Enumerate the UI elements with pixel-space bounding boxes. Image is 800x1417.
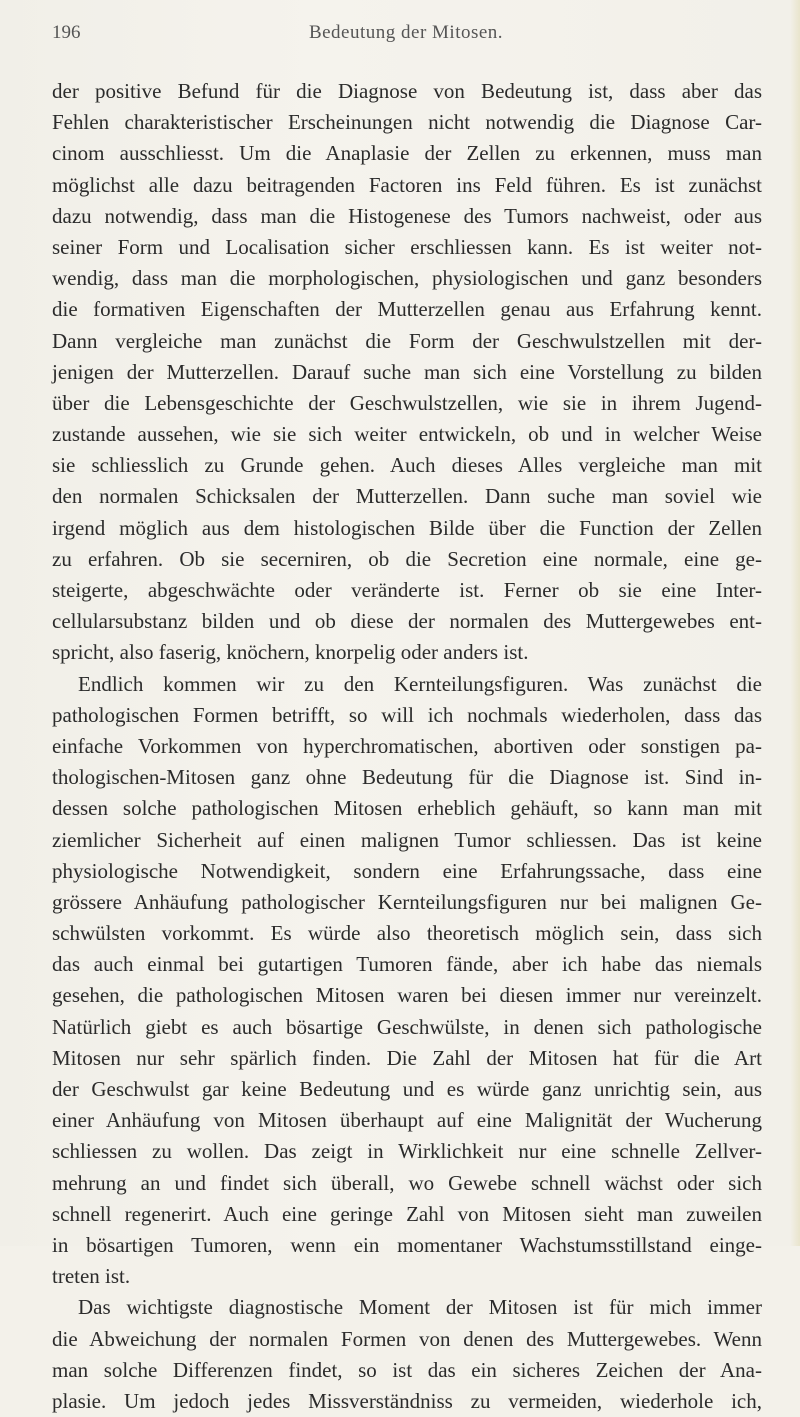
text-line: mehrung an und findet sich überall, wo Gewebe schnell wächst oder sich bbox=[52, 1170, 762, 1195]
text-line: über die Lebensgeschichte der Geschwulstzellen, wie sie in ihrem Jugend- bbox=[52, 390, 762, 415]
text-line: ziemlicher Sicherheit auf einen malignen Tumor schliessen. Das ist keine bbox=[52, 827, 762, 852]
text-line: thologischen-Mitosen ganz ohne Bedeutung für die Diagnose ist. Sind in- bbox=[52, 765, 762, 790]
text-line: cellularsubstanz bilden und ob diese der normalen des Muttergewebes ent- bbox=[52, 609, 762, 634]
text-line: schliessen zu wollen. Das zeigt in Wirklichkeit nur eine schnelle Zellver- bbox=[52, 1139, 762, 1164]
text-line: Mitosen nur sehr spärlich finden. Die Zahl der Mitosen hat für die Art bbox=[52, 1045, 762, 1070]
text-line: einfache Vorkommen von hyperchromatischen, abortiven oder sonstigen pa- bbox=[52, 733, 762, 758]
text-line: der Geschwulst gar keine Bedeutung und es würde ganz unrichtig sein, aus bbox=[52, 1077, 762, 1101]
text-line: grössere Anhäufung pathologischer Kernteilungsfiguren nur bei malignen Ge- bbox=[52, 889, 762, 914]
text-line: das auch einmal bei gutartigen Tumoren fände, aber ich habe das niemals bbox=[52, 952, 762, 977]
text-line: Natürlich giebt es auch bösartige Geschwülste, in denen sich pathologische bbox=[52, 1014, 762, 1039]
text-line: plasie. Um jedoch jedes Missverständniss zu vermeiden, wiederhole ich, bbox=[52, 1388, 762, 1413]
text-line: dessen solche pathologischen Mitosen erheblich gehäuft, so kann man mit bbox=[52, 796, 762, 821]
text-line: einer Anhäufung von Mitosen überhaupt auf eine Malignität der Wucherung bbox=[52, 1108, 762, 1133]
text-line: physiologische Notwendigkeit, sondern eine Erfahrungssache, dass eine bbox=[52, 858, 762, 883]
text-line: treten ist. bbox=[52, 1264, 131, 1289]
body-text bbox=[52, 76, 762, 1417]
text-line: dazu notwendig, dass man die Histogenese des Tumors nachweist, oder aus bbox=[52, 203, 762, 228]
text-line: zu erfahren. Ob sie secerniren, ob die Secretion eine normale, eine ge- bbox=[52, 546, 762, 571]
page-header bbox=[52, 22, 760, 52]
text-line: Dann vergleiche man zunächst die Form der Geschwulstzellen mit der- bbox=[52, 328, 762, 353]
text-line: Endlich kommen wir zu den Kernteilungsfiguren. Was zunächst die bbox=[78, 671, 762, 696]
text-line: seiner Form und Localisation sicher erschliessen kann. Es ist weiter not- bbox=[52, 234, 762, 259]
text-line: den normalen Schicksalen der Mutterzellen. Dann suche man soviel wie bbox=[52, 484, 762, 509]
text-line: möglichst alle dazu beitragenden Factoren ins Feld führen. Es ist zunächst bbox=[52, 172, 762, 197]
text-line: wendig, dass man die morphologischen, physiologischen und ganz besonders bbox=[52, 266, 762, 291]
text-line: cinom ausschliesst. Um die Anaplasie der Zellen zu erkennen, muss man bbox=[52, 141, 762, 166]
text-line: spricht, also faserig, knöchern, knorpelig oder anders ist. bbox=[52, 640, 529, 665]
text-line: sie schliesslich zu Grunde gehen. Auch dieses Alles vergleiche man mit bbox=[52, 453, 762, 478]
text-line: pathologischen Formen betrifft, so will ich nochmals wiederholen, dass das bbox=[52, 702, 762, 727]
text-line: die formativen Eigenschaften der Mutterzellen genau aus Erfahrung kennt. bbox=[52, 297, 762, 322]
text-line: man solche Differenzen findet, so ist das ein sicheres Zeichen der Ana- bbox=[52, 1357, 762, 1382]
text-line: die Abweichung der normalen Formen von denen des Muttergewebes. Wenn bbox=[52, 1326, 762, 1351]
page-edge bbox=[790, 0, 800, 1246]
text-line: Das wichtigste diagnostische Moment der Mitosen ist für mich immer bbox=[78, 1295, 762, 1320]
text-line: schnell regenerirt. Auch eine geringe Zahl von Mitosen sieht man zuweilen bbox=[52, 1201, 762, 1226]
page-number: 196 bbox=[52, 22, 81, 43]
text-line: schwülsten vorkommt. Es würde also theoretisch möglich sein, dass sich bbox=[52, 921, 762, 946]
text-line: der positive Befund für die Diagnose von Bedeutung ist, dass aber das bbox=[52, 79, 762, 103]
text-line: zustande aussehen, wie sie sich weiter entwickeln, ob und in welcher Weise bbox=[52, 422, 762, 447]
text-line: in bösartigen Tumoren, wenn ein momentaner Wachstumsstillstand einge- bbox=[52, 1232, 762, 1257]
text-line: gesehen, die pathologischen Mitosen waren bei diesen immer nur vereinzelt. bbox=[52, 983, 762, 1008]
text-line: irgend möglich aus dem histologischen Bilde über die Function der Zellen bbox=[52, 515, 762, 540]
running-head: Bedeutung der Mitosen. bbox=[308, 22, 504, 43]
text-line: steigerte, abgeschwächte oder veränderte ist. Ferner ob sie eine Inter- bbox=[52, 578, 762, 602]
text-line: Fehlen charakteristischer Erscheinungen nicht notwendig die Diagnose Car- bbox=[52, 110, 762, 135]
text-line: jenigen der Mutterzellen. Darauf suche man sich eine Vorstellung zu bilden bbox=[52, 359, 762, 384]
